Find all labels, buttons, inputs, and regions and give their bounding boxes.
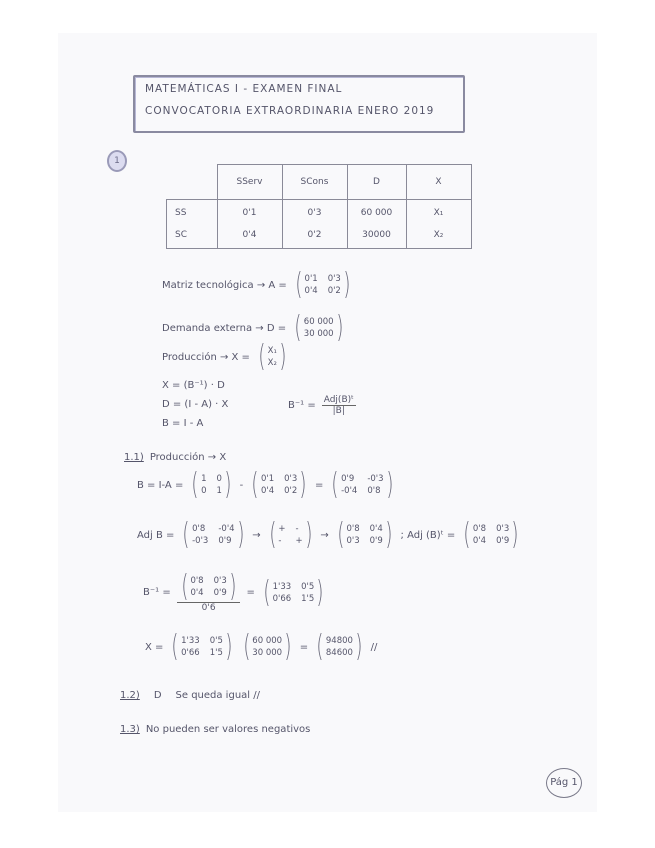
demand-values: 60 000 30000 [347,200,406,249]
vector-X: ( X₁ X₂ ) [258,339,287,374]
sserv-values: 0'1 0'4 [217,200,282,249]
demand-def: Demanda externa → D = ( 60 000 30 000 ) [162,313,345,343]
matrix-signs: ( + - - + ) [269,517,313,552]
equation-x: X = (B⁻¹) · D [162,380,225,391]
inverse-formula: B⁻¹ = $\frac{\text{Adj(B)ᵗ}}{|B|}$ [288,395,354,416]
exercise-number-badge: 1 [107,150,127,172]
equation-b: B = I - A [162,418,204,429]
exam-title-line1: MATEMÁTICAS I - EXAMEN FINAL [145,83,343,95]
b-computation: B = I-A = ( 1 0 0 1 ) - ( 0'1 0'3 0'4 0'2 ) = ( 0'9 -0'3 -0'4 0'8 ) [137,470,395,500]
matrix-adj1: ( 0'8 -0'4 -0'3 0'9 ) [182,517,244,552]
col-header-x: X [406,165,471,200]
table-row [167,200,472,249]
col-header-d: D [347,165,406,200]
table-corner [167,165,218,200]
vector-D: ( 60 000 30 000 ) [294,310,343,345]
matrix-B: ( 0'9 -0'3 -0'4 0'8 ) [331,467,393,502]
equation-d: D = (I - A) · X [162,399,229,410]
exam-title-box [133,75,465,133]
matrix-adj2: ( 0'8 0'4 0'3 0'9 ) [337,517,393,552]
tech-matrix-def: Matriz tecnológica → A = ( 0'1 0'3 0'4 0'2 ) [162,270,353,300]
part-1-2: 1.2) D Se queda igual // [120,690,260,701]
input-output-table [166,164,472,249]
matrix-B-inverse: ( 1'33 0'5 0'66 1'5 ) [263,574,324,610]
adjugate-computation: Adj B = ( 0'8 -0'4 -0'3 0'9 ) → ( + - - + ) → ( 0'8 0'4 0'3 0'9 ) ; Adj (B)ᵗ = ( 0'8 0'3 0'4 0'9 ) [137,520,521,550]
part-1-1-heading: 1.1) Producción → X [124,452,227,463]
production-def: Producción → X = ( X₁ X₂ ) [162,342,289,372]
page-number: Pág 1 [546,768,582,798]
col-header-sserv: SServ [217,165,282,200]
matrix-I: ( 1 0 0 1 ) [191,467,232,502]
matrix-adjT: ( 0'8 0'3 0'4 0'9 ) [463,517,519,552]
production-result: X = ( 1'33 0'5 0'66 1'5 ) ( 60 000 30 000 ) = ( 94800 84600 ) // [145,629,378,664]
scons-values: 0'3 0'2 [282,200,347,249]
exam-title-line2: CONVOCATORIA EXTRAORDINARIA ENERO 2019 [145,105,435,117]
result-vector: ( 94800 84600 ) [316,629,363,664]
part-1-3: 1.3) No pueden ser valores negativos [120,724,311,735]
row-labels: SS SC [167,200,218,249]
production-values: X₁ X₂ [406,200,471,249]
matrix-A: ( 0'1 0'3 0'4 0'2 ) [295,267,351,302]
matrix-A-again: ( 0'1 0'3 0'4 0'2 ) [251,467,307,502]
col-header-scons: SCons [282,165,347,200]
table-header-row [167,165,472,200]
inverse-computation: B⁻¹ = ( 0'8 0'3 0'4 0'9 ) 0'6 = ( 1'33 0'5 0'66 1'5 ) [143,572,326,613]
